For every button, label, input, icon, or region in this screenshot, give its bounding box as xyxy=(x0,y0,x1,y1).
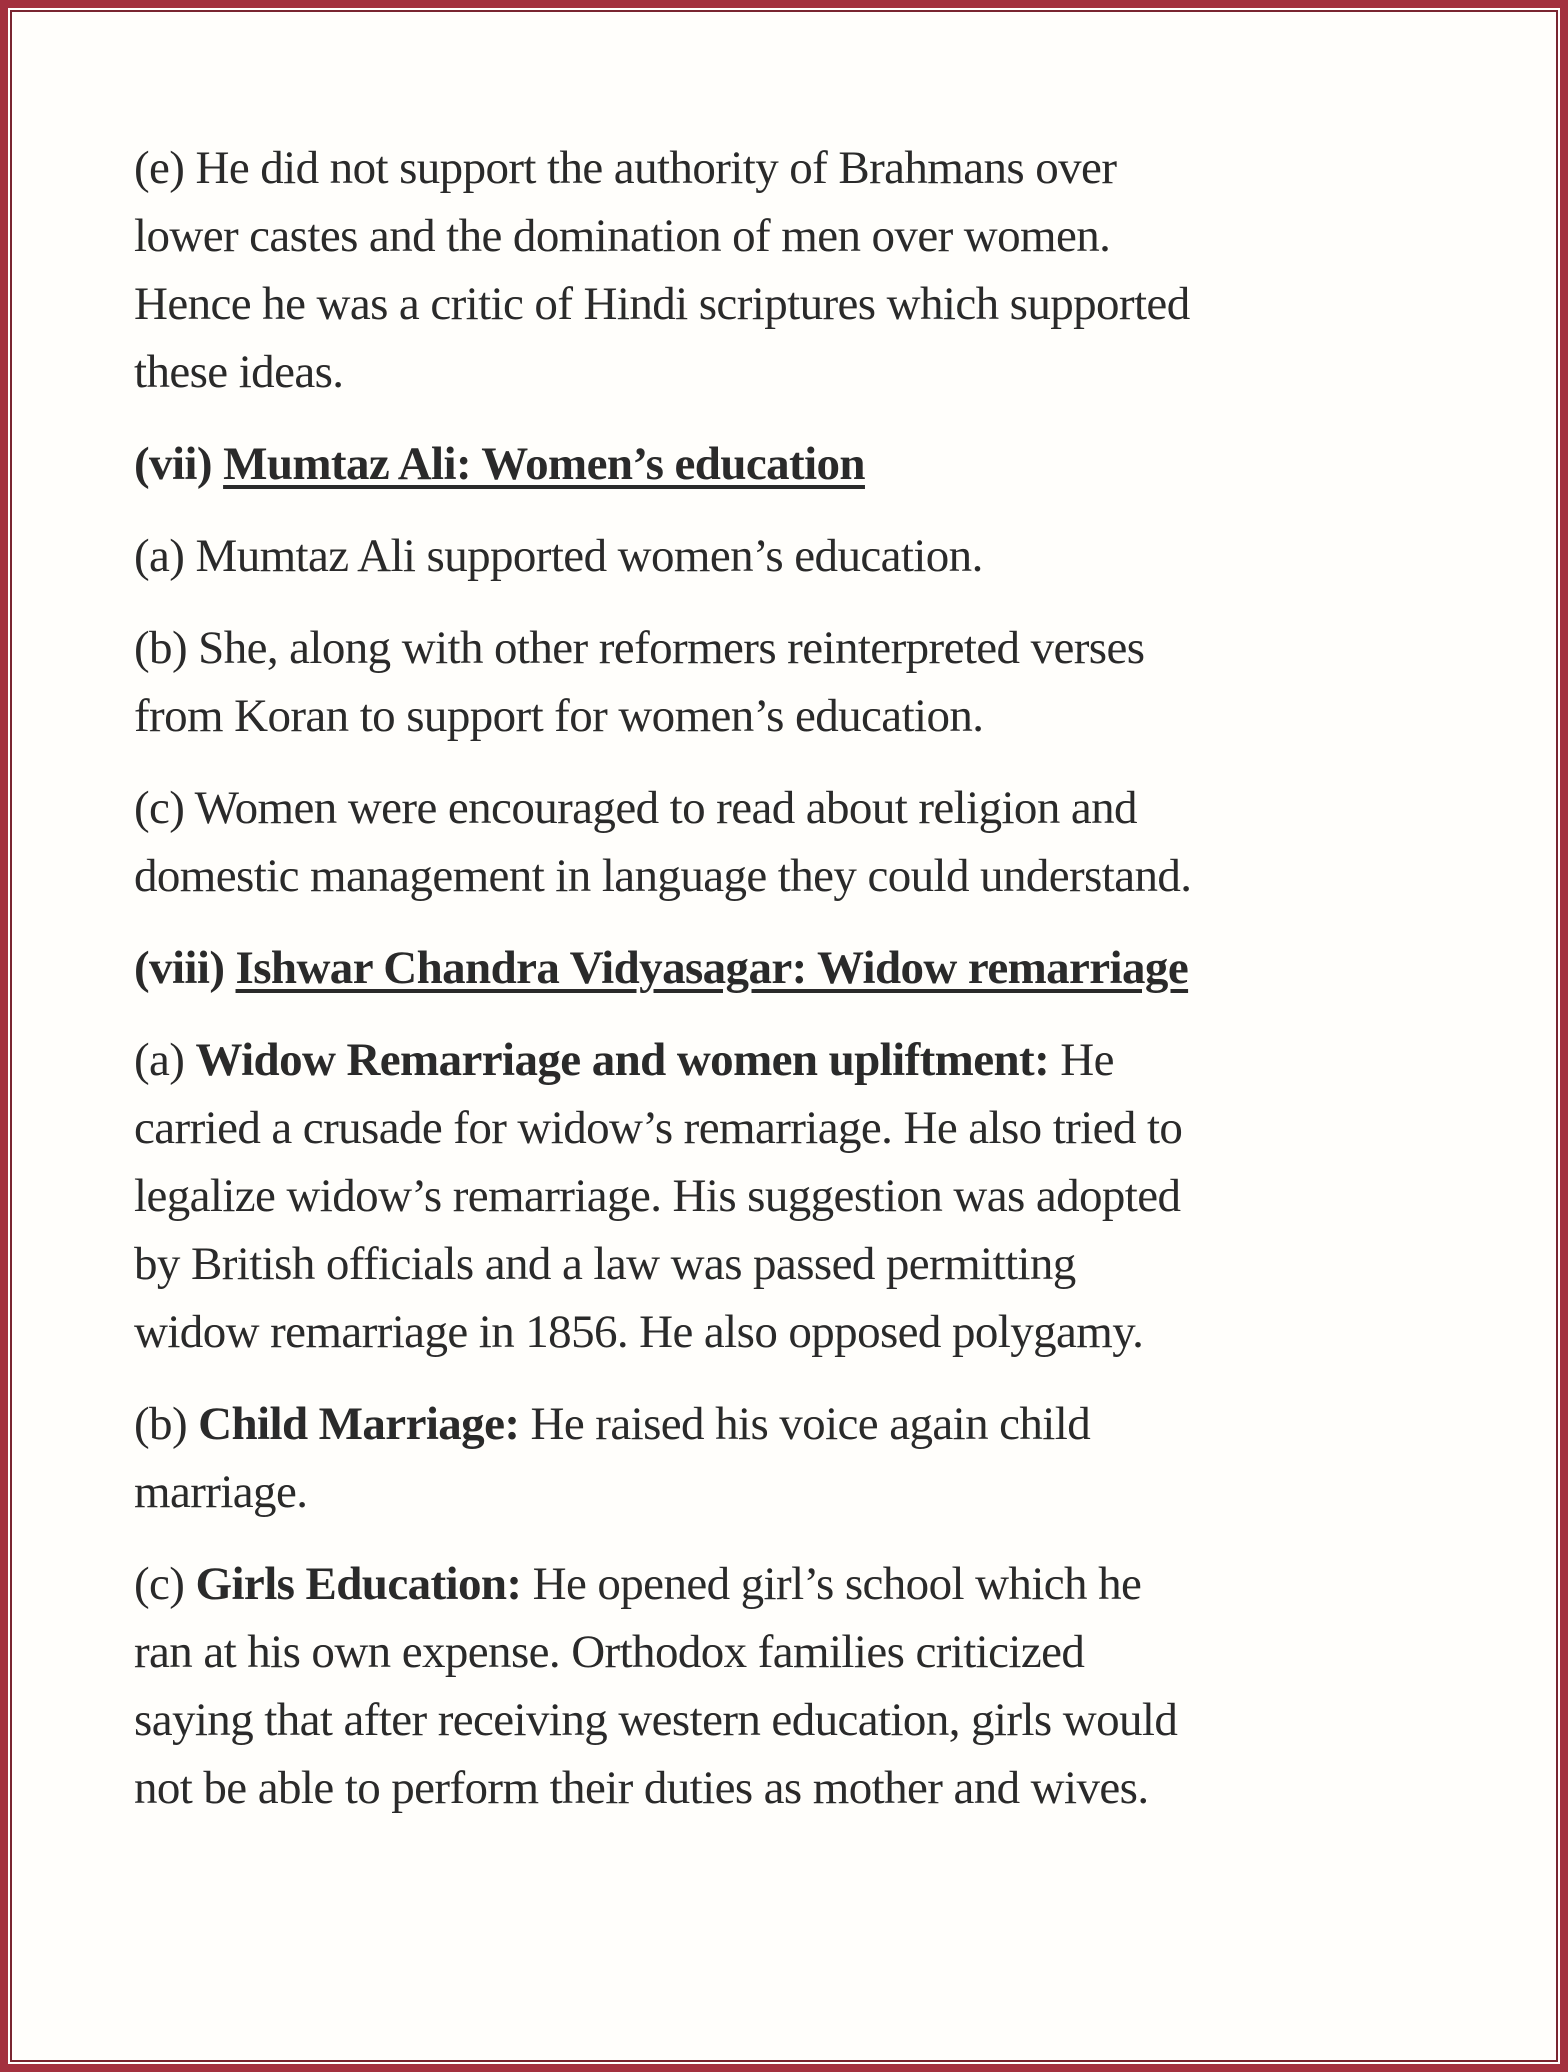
item-heading: Child Marriage: xyxy=(198,1398,520,1450)
section-number: (viii) xyxy=(134,942,236,994)
paragraph-vii-a: (a) Mumtaz Ali supported women’s education. xyxy=(134,530,983,582)
paragraph-viii-b xyxy=(134,1390,1454,1526)
item-text: He carried a crusade for widow’s remarriage. He also tried to legalize widow’s remarriage. His suggestion was adopted by British officials and a law was passed permitting widow remarriage in 1856. He also opposed polygamy. xyxy=(134,1034,1183,1358)
document-body xyxy=(134,134,1454,1846)
item-heading: Widow Remarriage and women upliftment: xyxy=(195,1034,1050,1086)
item-label: (c) xyxy=(134,1558,196,1610)
section-heading-vii xyxy=(134,430,1454,498)
item-heading: Girls Education: xyxy=(195,1558,522,1610)
paragraph-viii-c xyxy=(134,1550,1454,1822)
item-label: (a) xyxy=(134,1034,196,1086)
section-heading-viii xyxy=(134,934,1454,1002)
section-number: (vii) xyxy=(134,438,224,490)
paragraph-e: (e) He did not support the authority of Brahmans over lower castes and the domination of men over women. Hence he was a critic of Hindi scriptures which supported these ideas. xyxy=(134,142,1190,398)
section-title: Ishwar Chandra Vidyasagar: Widow remarriage xyxy=(235,942,1189,994)
item-text: He opened girl’s school which he ran at his own expense. Orthodox families criticized saying that after receiving western education, girls would not be able to perform their duties as mother and wives. xyxy=(134,1558,1178,1814)
paragraph-vii-b: (b) She, along with other reformers reinterpreted verses from Koran to support for women’s education. xyxy=(134,622,1145,742)
item-label: (b) xyxy=(134,1398,199,1450)
paragraph-viii-a xyxy=(134,1026,1454,1366)
paragraph-vii-c: (c) Women were encouraged to read about religion and domestic management in language they could understand. xyxy=(134,782,1192,902)
item-text: He raised his voice again child marriage. xyxy=(134,1398,1091,1518)
section-title: Mumtaz Ali: Women’s education xyxy=(223,438,865,490)
